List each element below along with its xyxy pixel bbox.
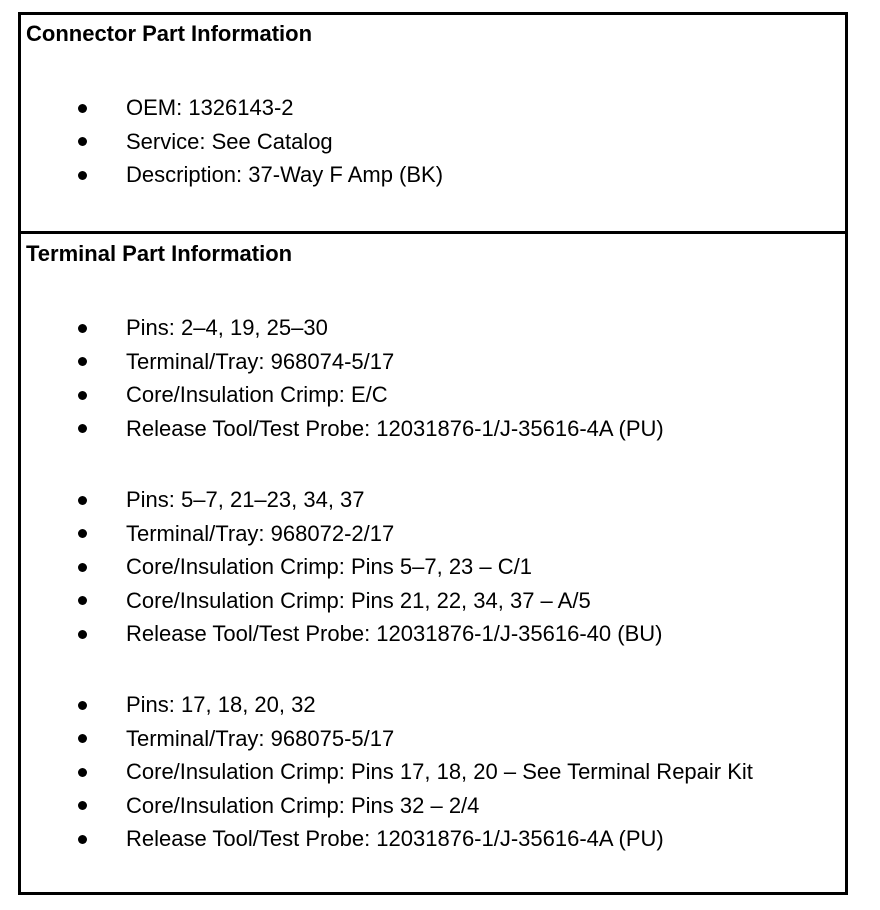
- list-item: [21, 584, 845, 618]
- list-item: [21, 311, 845, 345]
- list-item: [21, 378, 845, 412]
- bullet-icon: [78, 563, 87, 572]
- list-item: [21, 517, 845, 551]
- list-item: [21, 345, 845, 379]
- pins-text: Pins: 17, 18, 20, 32: [126, 692, 316, 717]
- list-item: [21, 550, 845, 584]
- crimp-text: Core/Insulation Crimp: Pins 21, 22, 34, 37 – A/5: [126, 587, 591, 613]
- bullet-icon: [78, 630, 87, 639]
- list-item: [21, 755, 845, 789]
- list-item: [21, 688, 845, 722]
- release-tool-text: Release Tool/Test Probe: 12031876-1/J-35616-4A (PU): [126, 415, 664, 441]
- list-item: [21, 822, 845, 856]
- release-tool-text: Release Tool/Test Probe: 12031876-1/J-35616-4A (PU): [126, 826, 664, 851]
- release-tool-text: Release Tool/Test Probe: 12031876-1/J-35616-40 (BU): [126, 621, 663, 646]
- bullet-icon: [78, 801, 87, 810]
- pins-text: Pins: 5–7, 21–23, 34, 37: [126, 487, 365, 512]
- bullet-icon: [78, 357, 87, 366]
- list-item: [21, 722, 845, 756]
- connector-section-title: Connector Part Information: [26, 21, 313, 46]
- bullet-icon: [78, 734, 87, 743]
- description-text: Description: 37-Way F Amp (BK): [126, 162, 444, 187]
- connector-info-list: [21, 91, 845, 192]
- crimp-text: Core/Insulation Crimp: E/C: [126, 382, 388, 407]
- list-item: [21, 125, 845, 159]
- bullet-icon: [78, 701, 87, 710]
- bullet-icon: [78, 137, 87, 146]
- bullet-icon: [78, 529, 87, 538]
- bullet-icon: [78, 324, 87, 333]
- list-item: [21, 789, 845, 823]
- list-item: [21, 483, 845, 517]
- list-item: [21, 91, 845, 125]
- pins-text: Pins: 2–4, 19, 25–30: [126, 315, 328, 340]
- service-text: Service: See Catalog: [126, 128, 333, 154]
- terminal-group-1: [21, 311, 845, 445]
- bullet-icon: [78, 424, 87, 433]
- bullet-icon: [78, 768, 87, 777]
- list-item: [21, 412, 845, 446]
- terminal-section-title: Terminal Part Information: [26, 241, 293, 266]
- oem-text: OEM: 1326143-2: [126, 95, 294, 120]
- bullet-icon: [78, 104, 87, 113]
- bullet-icon: [78, 171, 87, 180]
- terminal-group-2: [21, 483, 845, 651]
- bullet-icon: [78, 496, 87, 505]
- crimp-text: Core/Insulation Crimp: Pins 5–7, 23 – C/1: [126, 554, 532, 579]
- terminal-tray-text: Terminal/Tray: 968074-5/17: [126, 348, 395, 374]
- part-info-table: [18, 12, 848, 895]
- bullet-icon: [78, 596, 87, 605]
- bullet-icon: [78, 835, 87, 844]
- terminal-tray-text: Terminal/Tray: 968072-2/17: [126, 520, 395, 546]
- terminal-tray-text: Terminal/Tray: 968075-5/17: [126, 725, 395, 751]
- list-item: [21, 617, 845, 651]
- connector-part-section: [21, 15, 845, 234]
- list-item: [21, 158, 845, 192]
- crimp-text: Core/Insulation Crimp: Pins 32 – 2/4: [126, 792, 480, 818]
- crimp-text: Core/Insulation Crimp: Pins 17, 18, 20 – See Terminal Repair Kit: [126, 759, 753, 784]
- bullet-icon: [78, 391, 87, 400]
- terminal-part-section: [21, 234, 845, 892]
- terminal-group-3: [21, 688, 845, 856]
